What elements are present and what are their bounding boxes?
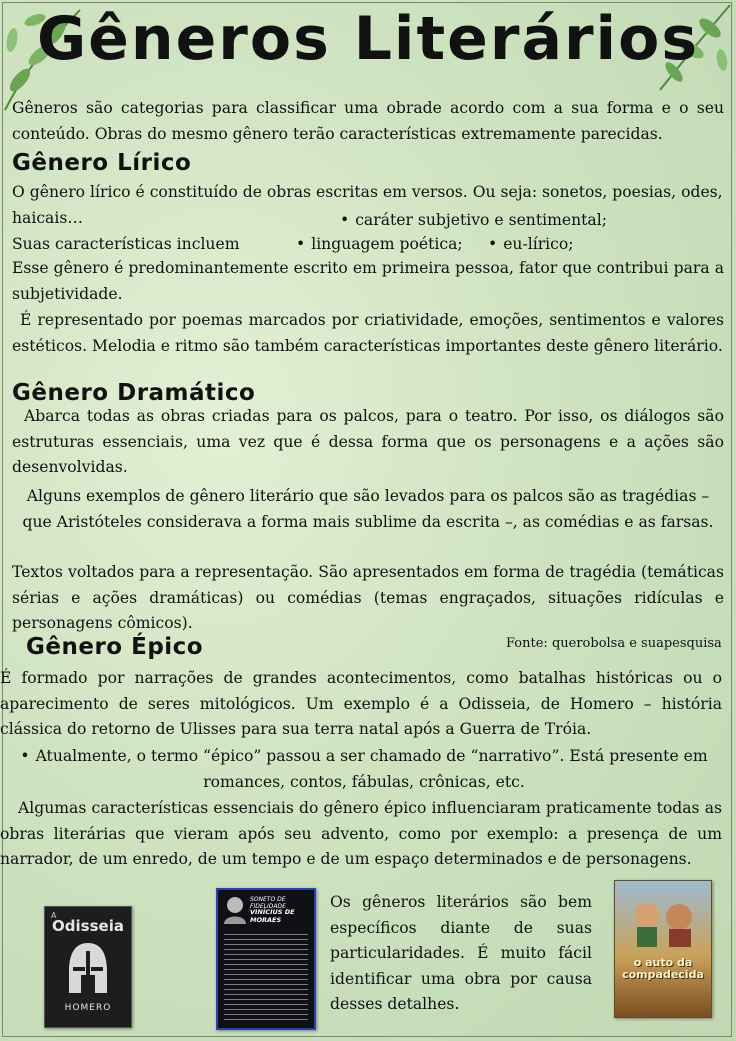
source-note: Fonte: querobolsa e suapesquisa	[506, 636, 722, 651]
dramatico-paragraph-1: Abarca todas as obras criadas para os palcos, para o teatro. Por isso, os diálogos são estruturas essenciais, uma vez que é dessa forma que os personagens e a ações são desenvolvidas.	[12, 407, 724, 476]
lirico-trait-3-text: eu-lírico;	[503, 235, 574, 253]
lirico-trait-2-text: linguagem poética;	[311, 235, 463, 253]
epico-heading: Gênero Épico	[26, 634, 204, 660]
epico-paragraph-3: Algumas características essenciais do gênero épico influenciaram praticamente todas as obras literárias que vieram após seu advento, como por exemplo: a presença de um narrador, de um enredo, de um tempo e de um espaço determinados e de personagens.	[0, 799, 722, 868]
auto-cover	[614, 880, 712, 1018]
lirico-trait-1	[340, 208, 607, 233]
lirico-paragraph-3: É representado por poemas marcados por criatividade, emoções, sentimentos e valores estéticos. Melodia e ritmo são também características importantes deste gênero literário.	[12, 311, 724, 355]
helmet-icon	[65, 941, 111, 999]
soneto-poem-lines	[224, 930, 308, 1020]
characters-illustration-icon	[623, 889, 703, 949]
dramatico-heading: Gênero Dramático	[12, 380, 256, 406]
lirico-trait-1-text: caráter subjetivo e sentimental;	[355, 211, 607, 229]
page-title: Gêneros Literários	[36, 4, 700, 74]
dramatico-paragraph-2: Alguns exemplos de gênero literário que são levados para os palcos são as tragédias – que Aristóteles considerava a forma mais sublime da escrita –, as comédias e as farsas.	[22, 487, 714, 531]
lirico-trait-3	[488, 232, 574, 257]
author-portrait-icon	[222, 894, 248, 924]
soneto-cover	[216, 888, 316, 1030]
auto-cover-title: o auto da compadecida	[622, 956, 704, 981]
lirico-heading: Gênero Lírico	[12, 150, 192, 176]
epico-paragraph-2: • Atualmente, o termo “épico” passou a ser chamado de “narrativo”. Está presente em romances, contos, fábulas, crônicas, etc.	[14, 744, 714, 795]
odisseia-cover-title: Odisseia	[52, 917, 124, 935]
odisseia-cover-author: HOMERO	[64, 1003, 112, 1013]
odisseia-cover-prefix: A	[51, 911, 57, 920]
soneto-cover-author: VINÍCIUS DE MORAES	[250, 908, 295, 924]
lirico-paragraph-2: Esse gênero é predominantemente escrito em primeira pessoa, fator que contribui para a subjetividade.	[12, 259, 724, 303]
lirico-traits-label: Suas características incluem	[12, 235, 240, 253]
dramatico-paragraph-3: Textos voltados para a representação. São apresentados em forma de tragédia (temáticas sérias e ações dramáticas) ou comédias (temas engraçados, situações ridículas e personagens cômicos).	[12, 563, 724, 632]
lirico-trait-2	[296, 232, 463, 257]
intro-paragraph: Gêneros são categorias para classificar uma obrade acordo com a sua forma e o seu conteúdo. Obras do mesmo gênero terão características extremamente parecidas.	[12, 99, 724, 143]
epico-paragraph-1: É formado por narrações de grandes acontecimentos, como batalhas históricas ou o aparecimento de seres mitológicos. Um exemplo é a Odisseia, de Homero – história clássica do retorno de Ulisses para sua terra natal após a Guerra de Tróia.	[0, 669, 722, 738]
closing-paragraph: Os gêneros literários são bem específicos diante de suas particularidades. É muito fácil identificar uma obra por causa desses detalhes.	[330, 893, 592, 1013]
odisseia-cover	[44, 906, 132, 1028]
lirico-paragraph-1: O gênero lírico é constituído de obras escritas em versos. Ou seja: sonetos, poesias, odes, haicais…	[12, 183, 723, 227]
soneto-cover-title: SONETO DE FIDELIDADE	[250, 896, 286, 910]
